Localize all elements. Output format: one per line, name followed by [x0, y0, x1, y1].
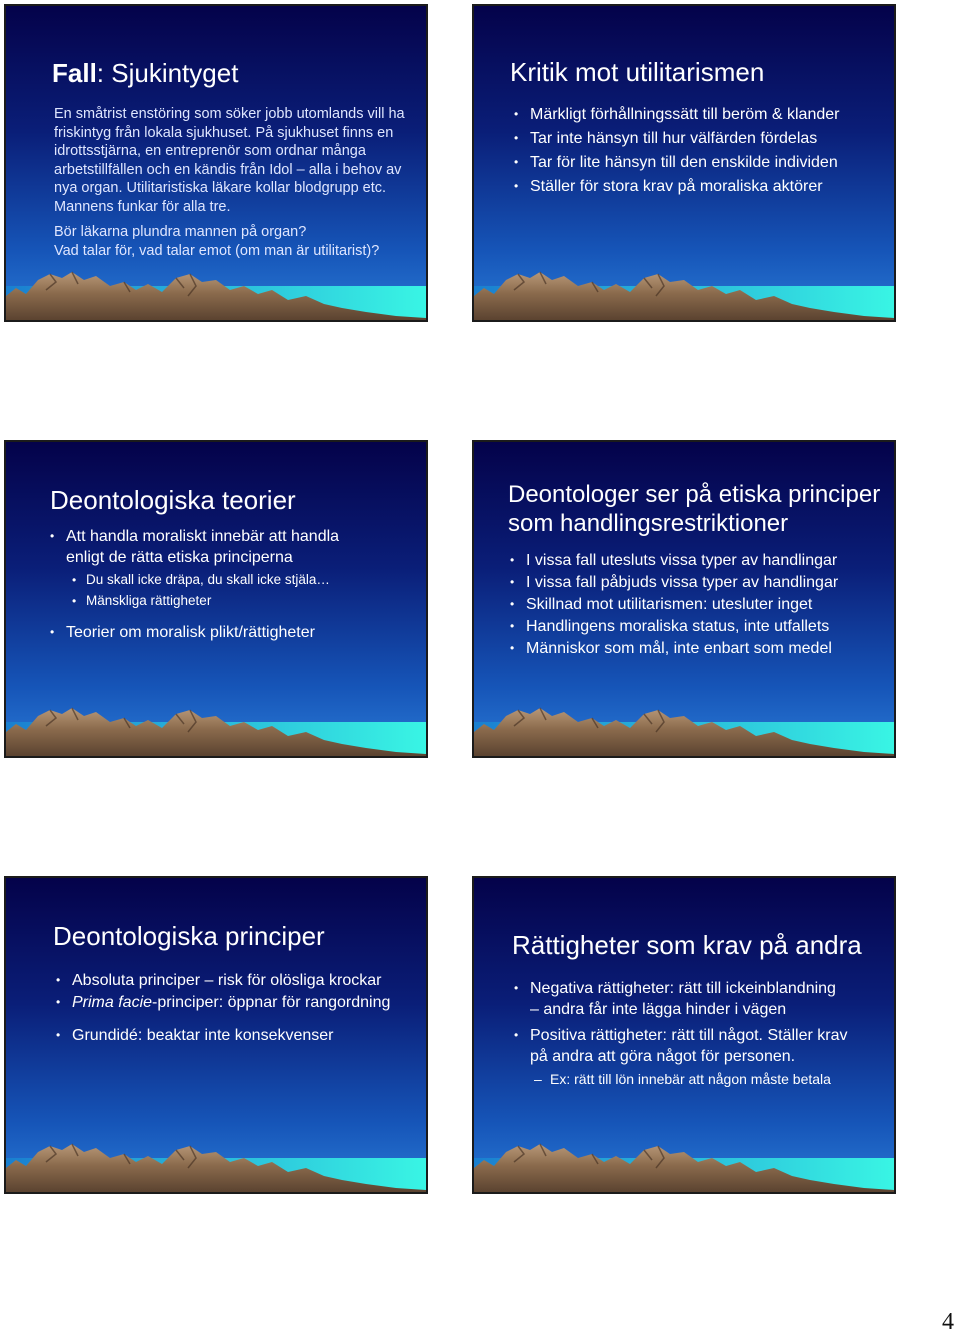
- question-1: Bör läkarna plundra mannen på organ?: [54, 224, 307, 240]
- title-rest: : Sjukintyget: [96, 58, 239, 88]
- case-questions: [54, 223, 414, 260]
- bullet-line-1: • Negativa rättigheter: rätt till ickeinblandning: [530, 980, 836, 997]
- slide-deontologiska-teorier: [4, 440, 428, 758]
- case-description: En småtrist enstöring som söker jobb utomlands vill ha friskintyg från lokala sjukhuset. På sjukhuset finns en idrottsstjärna, en entreprenör som ordnar många arbetstillfällen och en kändis från Idol – alla i behov av nya organ. Utilitaristiska läkare kollar blodgrupp etc. Mannens funkar för alla tre.: [54, 106, 405, 215]
- mountains-graphic: [6, 268, 426, 320]
- bullet-line-1: • Positiva rättigheter: rätt till något. Ställer krav: [530, 1027, 848, 1044]
- slide-deontologer-handlingsrestriktioner: [472, 440, 896, 758]
- bullet-list: [514, 104, 890, 200]
- bullet-item: • Tar inte hänsyn till hur välfärden fördelas: [514, 128, 890, 149]
- slide-rattigheter-som-krav: [472, 876, 896, 1194]
- bullet-list: [50, 526, 350, 646]
- bullet-item: • Märkligt förhållningssätt till beröm & klander: [514, 104, 890, 125]
- bullet-item: • Att handla moraliskt innebär att handla enligt de rätta etiska principerna: [50, 526, 350, 568]
- bullet-item: [514, 978, 890, 1020]
- bullet-item: • Skillnad mot utilitarismen: utesluter inget: [510, 594, 890, 615]
- mountains-graphic: [474, 268, 894, 320]
- mountains-graphic: [6, 1140, 426, 1192]
- sub-bullet-item: • Du skall icke dräpa, du skall icke stjäla…: [50, 571, 350, 589]
- prima-facie-italic: Prima facie: [72, 994, 153, 1011]
- bullet-item: • Absoluta principer – risk för olösliga krockar: [56, 970, 426, 991]
- bullet-item: • Handlingens moraliska status, inte utfallets: [510, 616, 890, 637]
- bullet-rest: -principer: öppnar för rangordning: [152, 994, 391, 1011]
- slide-deontologiska-principer: [4, 876, 428, 1194]
- bullet-item: • Grundidé: beaktar inte konsekvenser: [56, 1025, 426, 1046]
- bullet-item: • Människor som mål, inte enbart som medel: [510, 638, 890, 659]
- bullet-list: [514, 978, 890, 1091]
- slide-title: Kritik mot utilitarismen: [510, 57, 765, 87]
- slide-title: Deontologiska principer: [53, 921, 325, 951]
- bullet-item: • I vissa fall påbjuds vissa typer av handlingar: [510, 572, 890, 593]
- page-number: 4: [942, 1309, 954, 1335]
- slide-fall-sjukintyget: [4, 4, 428, 322]
- mountains-graphic: [474, 1140, 894, 1192]
- bullet-item: • Teorier om moralisk plikt/rättigheter: [50, 622, 350, 643]
- bullet-item: [514, 1025, 890, 1067]
- bullet-item: • Tar för lite hänsyn till den enskilde individen: [514, 152, 890, 173]
- sub-bullet-item: – Ex: rätt till lön innebär att någon måste betala: [514, 1070, 890, 1088]
- bullet-line-2: – andra får inte lägga hinder i vägen: [530, 1001, 787, 1018]
- mountains-graphic: [474, 704, 894, 756]
- bullet-item: • Ställer för stora krav på moraliska aktörer: [514, 176, 890, 197]
- bullet-item: [56, 992, 426, 1013]
- bullet-list: [510, 550, 890, 660]
- bullet-item: • I vissa fall utesluts vissa typer av handlingar: [510, 550, 890, 571]
- title-line-1: Deontologer ser på etiska principer: [508, 481, 881, 508]
- bullet-list: [56, 970, 426, 1049]
- mountains-graphic: [6, 704, 426, 756]
- slide-title: Rättigheter som krav på andra: [512, 930, 862, 960]
- slide-title: [52, 58, 238, 88]
- sub-bullet-item: • Mänskliga rättigheter: [50, 592, 350, 610]
- question-2: Vad talar för, vad talar emot (om man är utilitarist)?: [54, 242, 380, 259]
- slide-title: [508, 480, 880, 538]
- title-line-2: som handlingsrestriktioner: [508, 510, 789, 537]
- slide-kritik-mot-utilitarismen: [472, 4, 896, 322]
- title-bold: Fall: [52, 58, 97, 88]
- slide-title: Deontologiska teorier: [50, 485, 296, 515]
- bullet-line-2: på andra att göra något för personen.: [530, 1048, 796, 1065]
